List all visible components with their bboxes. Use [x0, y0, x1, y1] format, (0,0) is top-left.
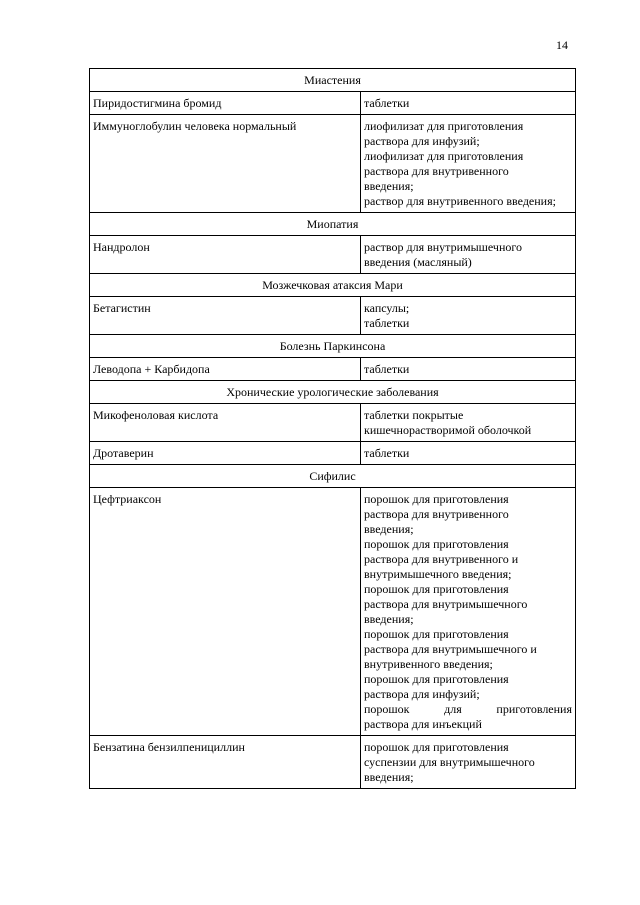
dosage-form-line: таблетки: [364, 96, 410, 110]
dosage-form-line: порошок для приготовления: [364, 492, 509, 506]
drug-row: [90, 297, 576, 335]
dosage-form-line: введения (масляный): [364, 255, 472, 269]
drug-name: Бензатина бензилпенициллин: [90, 736, 361, 789]
dosage-form-line: порошок для приготовления: [364, 672, 509, 686]
dosage-forms: [361, 236, 576, 274]
category-heading: Миопатия: [90, 213, 576, 236]
page-number: 14: [556, 38, 568, 52]
drug-name: Пиридостигмина бромид: [90, 92, 361, 115]
category-heading: Мозжечковая атаксия Мари: [90, 274, 576, 297]
category-row: [90, 274, 576, 297]
dosage-form-line: раствора для внутримышечного и: [364, 642, 537, 656]
dosage-forms: [361, 404, 576, 442]
dosage-form-line: порошок для приготовления: [364, 740, 509, 754]
dosage-form-line: раствор для внутримышечного: [364, 240, 522, 254]
dosage-form-line: внутривенного введения;: [364, 657, 493, 671]
dosage-form-line: раствор для внутривенного введения;: [364, 194, 556, 208]
drug-row: [90, 115, 576, 213]
dosage-form-line: капсулы;: [364, 301, 410, 315]
dosage-form-line: раствора для внутривенного и: [364, 552, 519, 566]
category-heading: Болезнь Паркинсона: [90, 335, 576, 358]
drug-name: Леводопа + Карбидопа: [90, 358, 361, 381]
dosage-forms: [361, 358, 576, 381]
drug-name: Цефтриаксон: [90, 488, 361, 736]
category-row: [90, 381, 576, 404]
drug-name: Микофеноловая кислота: [90, 404, 361, 442]
dosage-forms: [361, 488, 576, 736]
dosage-form-line: порошок для приготовления: [364, 582, 509, 596]
dosage-form-line: раствора для инфузий;: [364, 134, 480, 148]
drug-row: [90, 92, 576, 115]
dosage-form-line: введения;: [364, 612, 414, 626]
dosage-forms: [361, 92, 576, 115]
dosage-form-line: введения;: [364, 179, 414, 193]
category-row: [90, 213, 576, 236]
drug-name: Дротаверин: [90, 442, 361, 465]
dosage-form-line: суспензии для внутримышечного: [364, 755, 535, 769]
dosage-form-line: таблетки: [364, 362, 410, 376]
dosage-form-line: порошок для приготовления: [364, 627, 509, 641]
category-heading: Сифилис: [90, 465, 576, 488]
category-heading: Хронические урологические заболевания: [90, 381, 576, 404]
drug-name: Нандролон: [90, 236, 361, 274]
dosage-form-line: раствора для внутривенного: [364, 507, 509, 521]
dosage-form-line: раствора для внутримышечного: [364, 597, 528, 611]
dosage-forms: [361, 115, 576, 213]
dosage-forms: [361, 297, 576, 335]
medication-table: [89, 68, 576, 789]
drug-row: [90, 736, 576, 789]
drug-row: [90, 404, 576, 442]
dosage-form-line: раствора для инъекций: [364, 717, 482, 731]
dosage-forms: [361, 736, 576, 789]
dosage-form-line: введения;: [364, 522, 414, 536]
dosage-form-line: порошок для приготовления: [364, 702, 572, 716]
dosage-form-line: кишечнорастворимой оболочкой: [364, 423, 532, 437]
dosage-form-line: таблетки: [364, 316, 410, 330]
drug-row: [90, 488, 576, 736]
dosage-form-line: раствора для внутривенного: [364, 164, 509, 178]
dosage-form-line: лиофилизат для приготовления: [364, 119, 524, 133]
dosage-form-line: лиофилизат для приготовления: [364, 149, 524, 163]
drug-name: Иммуноглобулин человека нормальный: [90, 115, 361, 213]
drug-name: Бетагистин: [90, 297, 361, 335]
category-row: [90, 69, 576, 92]
dosage-form-line: раствора для инфузий;: [364, 687, 480, 701]
category-row: [90, 335, 576, 358]
drug-row: [90, 236, 576, 274]
category-row: [90, 465, 576, 488]
category-heading: Миастения: [90, 69, 576, 92]
dosage-form-line: таблетки покрытые: [364, 408, 464, 422]
drug-row: [90, 442, 576, 465]
drug-row: [90, 358, 576, 381]
dosage-form-line: таблетки: [364, 446, 410, 460]
dosage-form-line: внутримышечного введения;: [364, 567, 512, 581]
dosage-forms: [361, 442, 576, 465]
medication-table-body: [90, 69, 576, 789]
dosage-form-line: введения;: [364, 770, 414, 784]
dosage-form-line: порошок для приготовления: [364, 537, 509, 551]
